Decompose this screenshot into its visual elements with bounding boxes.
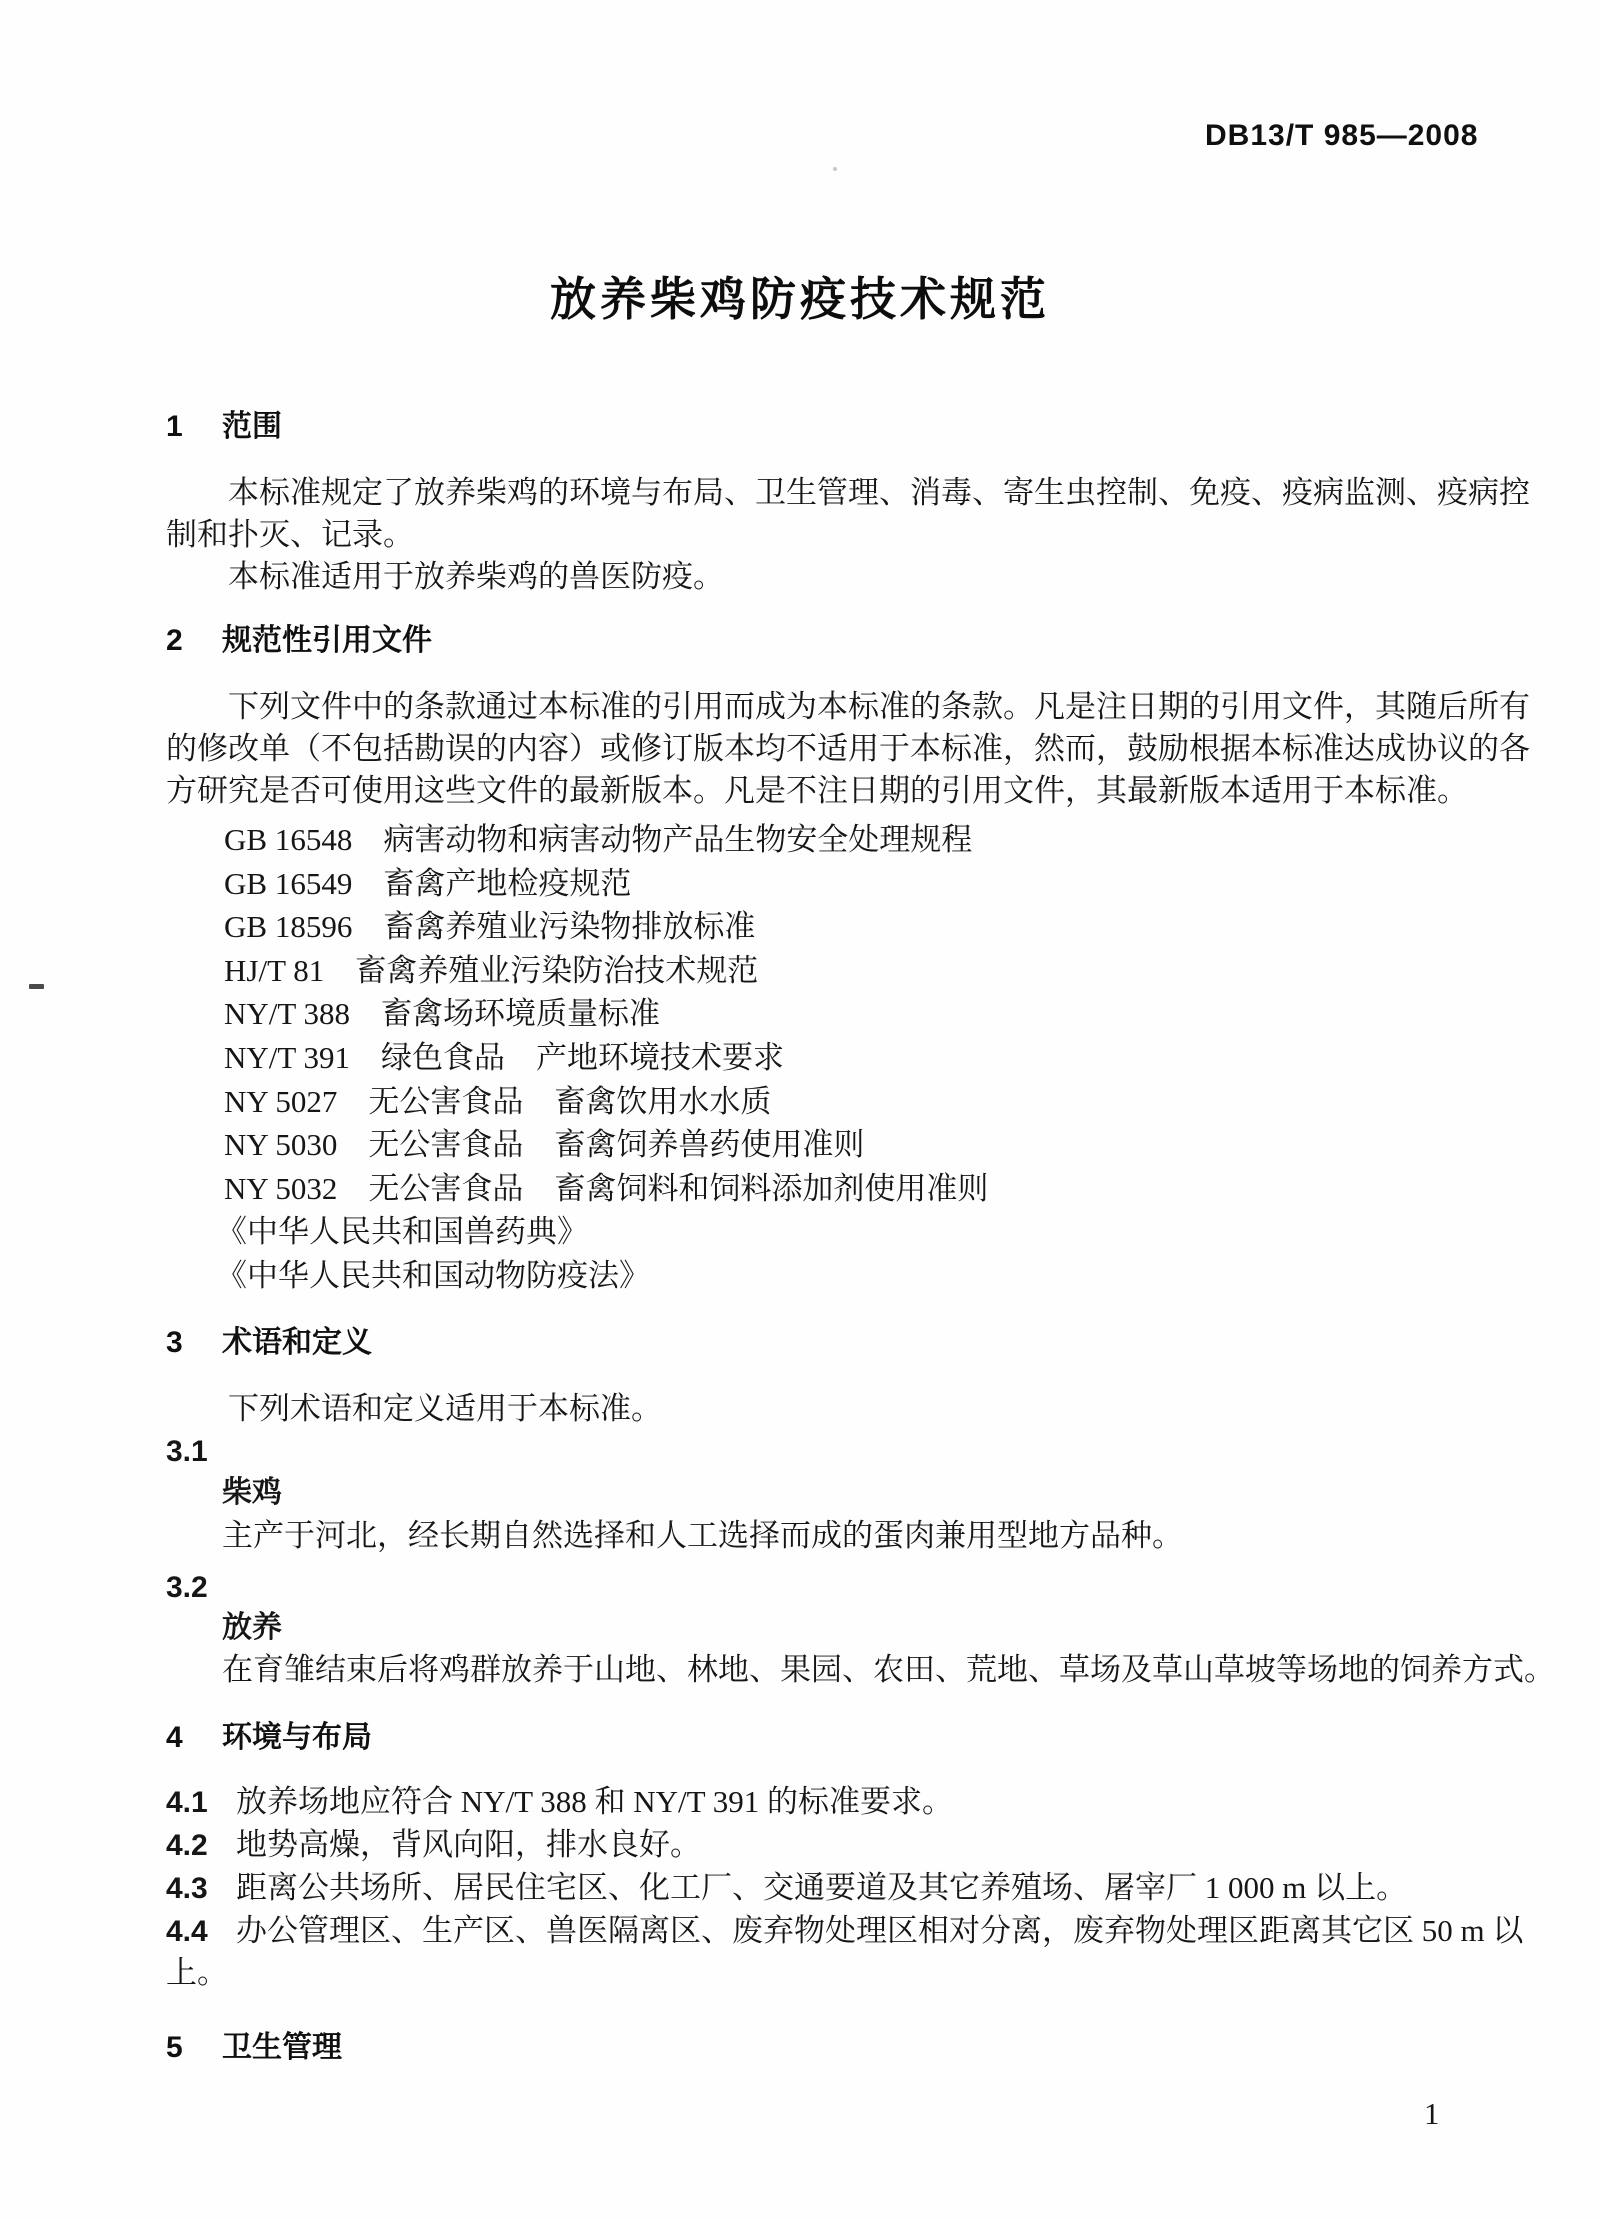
section-3-title: 术语和定义: [222, 1326, 372, 1359]
section-4-number: 4: [166, 1721, 183, 1754]
clause-4-3-text: 距离公共场所、居民住宅区、化工厂、交通要道及其它养殖场、屠宰厂 1 000 m 以上。: [236, 1870, 1408, 1905]
section-5-title: 卫生管理: [222, 2031, 342, 2064]
section-3-heading: [166, 1328, 372, 1358]
term-3-1-word: 柴鸡: [222, 1476, 282, 1509]
section-4-title: 环境与布局: [222, 1721, 372, 1754]
standard-code: DB13/T 985—2008: [1205, 119, 1479, 152]
term-3-2-word: 放养: [222, 1611, 282, 1644]
reference-item: 《中华人民共和国动物防疫法》: [216, 1257, 650, 1293]
clause-4-4: [166, 1915, 1523, 1947]
reference-item: GB 16548 病害动物和病害动物产品生物安全处理规程: [224, 822, 973, 857]
reference-item: NY/T 388 畜禽场环境质量标准: [224, 996, 661, 1032]
clause-4-1-text: 放养场地应符合 NY/T 388 和 NY/T 391 的标准要求。: [236, 1784, 954, 1819]
section-1-heading: [166, 412, 282, 442]
reference-item: NY 5032 无公害食品 畜禽饲料和饲料添加剂使用准则: [224, 1170, 989, 1206]
clause-4-2: [166, 1829, 701, 1861]
clause-4-2-number: 4.2: [166, 1829, 208, 1862]
reference-item: NY 5030 无公害食品 畜禽饲养兽药使用准则: [224, 1127, 865, 1163]
page-number: 1: [1424, 2096, 1440, 2131]
normative-references-list: [216, 818, 989, 1298]
scan-artifact-dot: [833, 167, 837, 171]
term-3-2-number: 3.2: [166, 1571, 208, 1604]
clause-4-4-text: 办公管理区、生产区、兽医隔离区、废弃物处理区相对分离，废弃物处理区距离其它区 50 m 以: [236, 1913, 1524, 1948]
reference-item: GB 18596 畜禽养殖业污染物排放标准: [224, 909, 756, 945]
section-3-intro: 下列术语和定义适用于本标准。: [228, 1391, 662, 1426]
section-2-heading: [166, 626, 432, 656]
section-2-paragraph-line: 的修改单（不包括勘误的内容）或修订版本均不适用于本标准，然而，鼓励根据本标准达成协议的各: [166, 731, 1530, 766]
section-4-heading: [166, 1723, 372, 1753]
reference-item: HJ/T 81 畜禽养殖业污染防治技术规范: [224, 952, 759, 988]
section-1-title: 范围: [222, 410, 282, 443]
document-title: 放养柴鸡防疫技术规范: [550, 273, 1050, 325]
section-1-paragraph-line: 本标准适用于放养柴鸡的兽医防疫。: [228, 559, 724, 594]
section-2-title: 规范性引用文件: [222, 624, 432, 657]
reference-item: NY/T 391 绿色食品 产地环境技术要求: [224, 1039, 785, 1075]
term-3-1-number: 3.1: [166, 1435, 208, 1468]
scan-artifact-dash: [29, 984, 44, 989]
reference-item: NY 5027 无公害食品 畜禽饮用水水质: [224, 1083, 772, 1119]
term-3-2-definition: 在育雏结束后将鸡群放养于山地、林地、果园、农田、荒地、草场及草山草坡等场地的饲养方式。: [222, 1652, 1555, 1687]
section-2-paragraph-line: 方研究是否可使用这些文件的最新版本。凡是不注日期的引用文件，其最新版本适用于本标准。: [166, 773, 1468, 808]
term-3-1-definition: 主产于河北，经长期自然选择和人工选择而成的蛋肉兼用型地方品种。: [222, 1518, 1183, 1553]
section-3-number: 3: [166, 1326, 183, 1359]
section-5-number: 5: [166, 2031, 183, 2064]
clause-4-3: [166, 1872, 1407, 1904]
section-2-number: 2: [166, 624, 183, 657]
section-1-paragraph-line: 本标准规定了放养柴鸡的环境与布局、卫生管理、消毒、寄生虫控制、免疫、疫病监测、疫病控: [228, 475, 1530, 510]
clause-4-3-number: 4.3: [166, 1872, 208, 1905]
section-5-heading: [166, 2033, 342, 2063]
reference-item: 《中华人民共和国兽药典》: [216, 1214, 588, 1250]
clause-4-4-number: 4.4: [166, 1915, 208, 1948]
clause-4-1-number: 4.1: [166, 1786, 208, 1819]
clause-4-2-text: 地势高燥，背风向阳，排水良好。: [236, 1827, 701, 1862]
clause-4-1: [166, 1786, 953, 1818]
clause-4-4-overflow: 上。: [166, 1955, 228, 1990]
reference-item: GB 16549 畜禽产地检疫规范: [224, 865, 632, 901]
section-1-paragraph-line: 制和扑灭、记录。: [166, 517, 414, 552]
section-1-number: 1: [166, 410, 183, 443]
section-2-paragraph-line: 下列文件中的条款通过本标准的引用而成为本标准的条款。凡是注日期的引用文件，其随后所有: [228, 689, 1530, 724]
